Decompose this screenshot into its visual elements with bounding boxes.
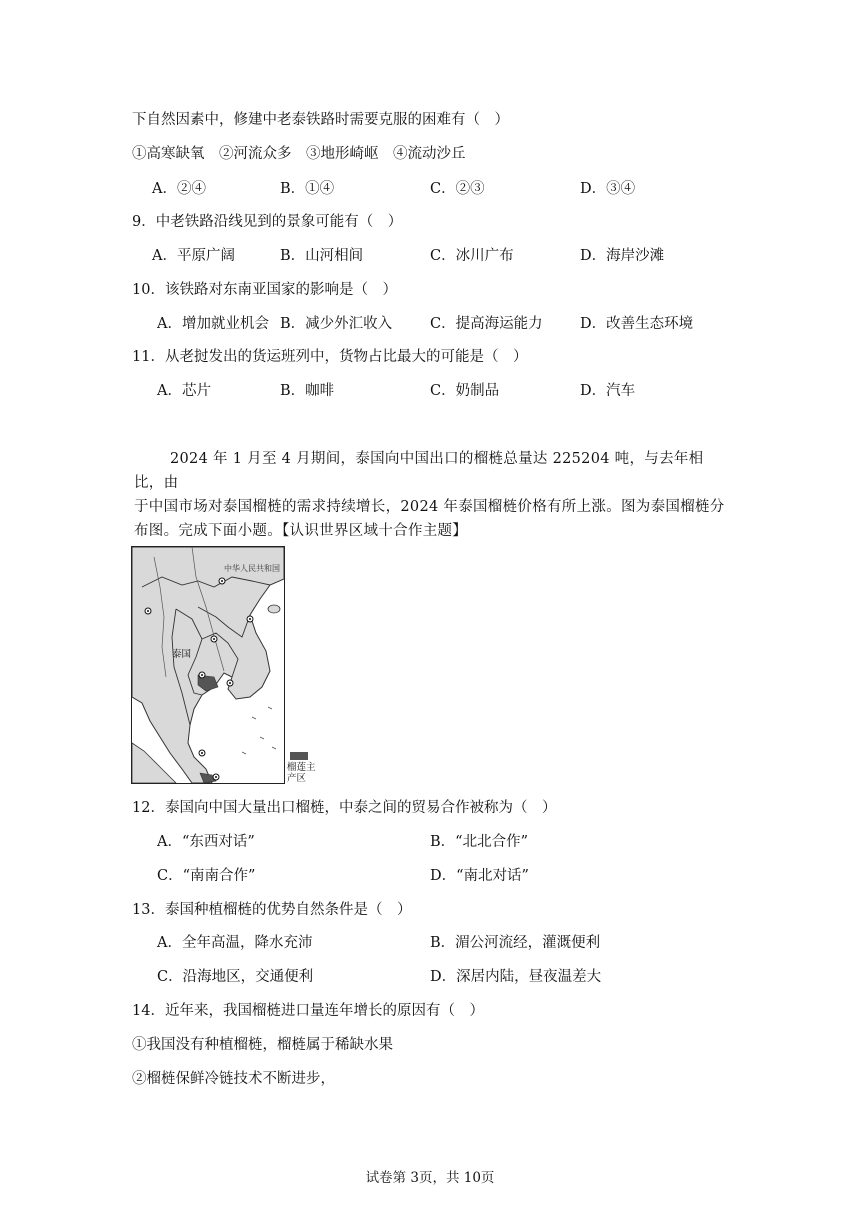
q9-option-c: C．冰川广布: [430, 248, 514, 264]
q13-option-b: B．湄公河流经，灌溉便利: [430, 935, 601, 951]
q8-option-c: C．②③: [430, 181, 485, 197]
intro-line-2: 于中国市场对泰国榴梿的需求持续增长，2024 年泰国榴梿价格有所上涨。图为泰国榴梿分: [134, 499, 725, 515]
q9-option-a: A．平原广阔: [152, 248, 235, 264]
q13-option-d: D．深居内陆，昼夜温差大: [430, 969, 602, 985]
q10-stem: 10．该铁路对东南亚国家的影响是（ ）: [132, 282, 397, 298]
q13-option-a: A．全年高温，降水充沛: [157, 935, 313, 951]
page-footer: 试卷第 3页，共 10页: [365, 1170, 495, 1186]
china-label: 中华人民共和国: [224, 564, 280, 573]
q8-stem: 下自然因素中，修建中老泰铁路时需要克服的困难有（ ）: [132, 112, 509, 128]
q8-option-b: B．①④: [280, 181, 335, 197]
q9-option-b: B．山河相间: [280, 248, 364, 264]
q10-option-a: A．增加就业机会: [157, 316, 269, 332]
durian-distribution-map: [131, 546, 285, 784]
q11-option-d: D．汽车: [580, 383, 636, 399]
intro-line-3: 布图。完成下面小题。【认识世界区域十合作主题】: [134, 523, 468, 539]
q11-stem: 11．从老挝发出的货运班列中，货物占比最大的可能是（ ）: [132, 349, 528, 365]
q13-stem: 13．泰国种植榴梿的优势自然条件是（ ）: [132, 902, 412, 918]
q9-stem: 9．中老铁路沿线见到的景象可能有（ ）: [132, 214, 403, 230]
q8-option-d: D．③④: [580, 181, 636, 197]
intro-line-1: 2024 年 1 月至 4 月期间，泰国向中国出口的榴梿总量达 225204 吨，与去年相比，由: [134, 451, 704, 491]
q12-option-c: C．“南南合作”: [157, 868, 256, 884]
q10-option-b: B．减少外汇收入: [280, 316, 393, 332]
q14-stem: 14．近年来，我国榴梿进口量连年增长的原因有（ ）: [132, 1003, 484, 1019]
q11-option-c: C．奶制品: [430, 383, 500, 399]
q12-option-a: A．“东西对话”: [157, 834, 255, 850]
q8-option-a: A．②④: [152, 181, 206, 197]
q8-factors: ①高寒缺氧 ②河流众多 ③地形崎岖 ④流动沙丘: [132, 146, 466, 162]
map-legend: [287, 762, 327, 784]
q12-option-d: D．“南北对话”: [430, 868, 529, 884]
map-graphic: [132, 547, 284, 783]
q11-option-a: A．芯片: [157, 383, 211, 399]
q11-option-b: B．咖啡: [280, 383, 335, 399]
q14-item-2: ②榴梿保鲜冷链技术不断进步，: [132, 1071, 335, 1087]
legend-line-1: 榴莲主: [287, 762, 316, 773]
intro-paragraph: [134, 447, 730, 543]
thailand-label: 泰国: [172, 649, 192, 660]
q14-item-1: ①我国没有种植榴梿，榴梿属于稀缺水果: [132, 1037, 393, 1053]
q10-option-d: D．改善生态环境: [580, 316, 694, 332]
q10-option-c: C．提高海运能力: [430, 316, 543, 332]
legend-line-2: 产区: [287, 773, 307, 784]
legend-swatch: [290, 752, 308, 760]
q12-stem: 12．泰国向中国大量出口榴梿，中泰之间的贸易合作被称为（ ）: [132, 800, 557, 816]
q9-option-d: D．海岸沙滩: [580, 248, 665, 264]
q13-option-c: C．沿海地区，交通便利: [157, 969, 314, 985]
q12-option-b: B．“北北合作”: [430, 834, 528, 850]
